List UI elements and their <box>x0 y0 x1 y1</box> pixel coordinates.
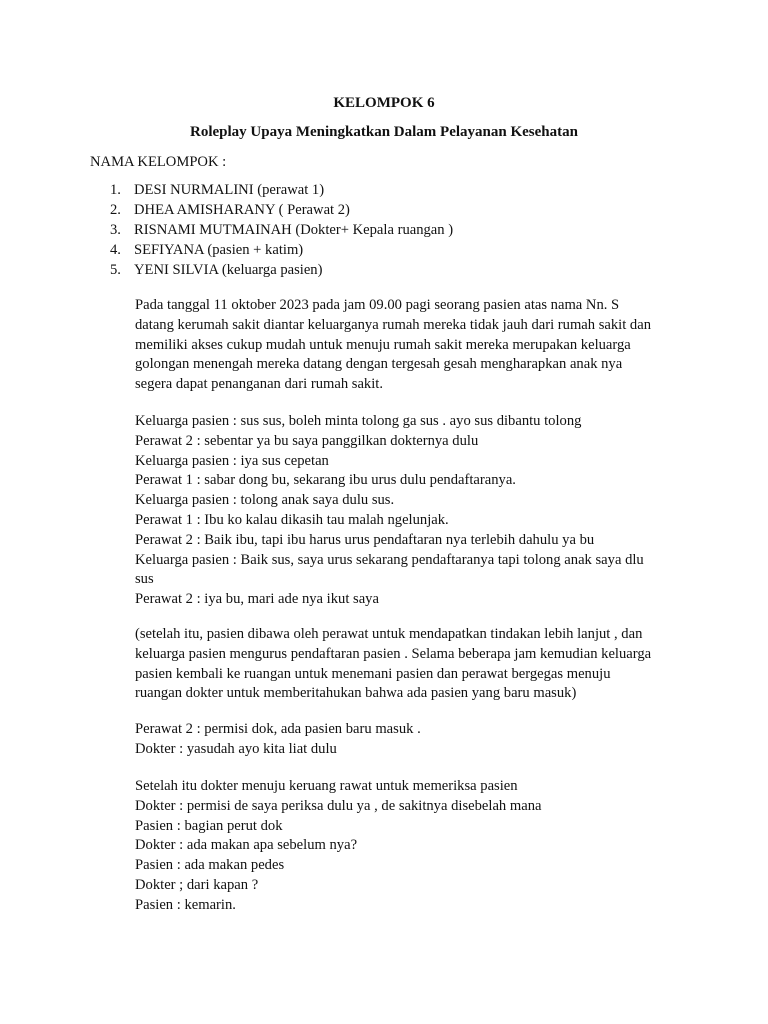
text-line: pasien kembali ke ruangan untuk menemani pasien dan perawat bergegas menuju <box>135 665 611 682</box>
member-item: 2. DHEA AMISHARANY ( Perawat 2) <box>110 202 350 218</box>
dialog-line: Pasien : kemarin. <box>135 896 236 913</box>
dialog-line: Perawat 2 : iya bu, mari ade nya ikut saya <box>135 591 379 608</box>
dialog-line: Perawat 2 : sebentar ya bu saya panggilkan dokternya dulu <box>135 432 479 449</box>
narration-paragraph <box>135 625 695 704</box>
dialog-line: Dokter : permisi de saya periksa dulu ya , de sakitnya disebelah mana <box>135 797 542 814</box>
member-item: 1. DESI NURMALINI (perawat 1) <box>110 182 325 198</box>
dialog-line: Keluarga pasien : sus sus, boleh minta tolong ga sus . ayo sus dibantu tolong <box>135 413 582 429</box>
dialog-line: Perawat 1 : Ibu ko kalau dikasih tau malah ngelunjak. <box>135 511 449 528</box>
member-item: 3. RISNAMI MUTMAINAH (Dokter+ Kepala ruangan ) <box>110 222 454 238</box>
dialog-line: Perawat 2 : Baik ibu, tapi ibu harus urus pendaftaran nya terlebih dahulu ya bu <box>135 531 595 548</box>
text-line: segera dapat penanganan dari rumah sakit. <box>135 376 383 393</box>
member-list <box>110 180 453 280</box>
dialog-line: Dokter ; dari kapan ? <box>135 876 259 893</box>
dialog-line: Perawat 1 : sabar dong bu, sekarang ibu urus dulu pendaftaranya. <box>135 472 516 489</box>
text-line: golongan menengah mereka datang dengan tergesah gesah mengharapkan anak nya <box>135 356 623 373</box>
dialog-section-3 <box>135 777 695 916</box>
dialog-line: Perawat 2 : permisi dok, ada pasien baru masuk . <box>135 721 421 737</box>
document-title: KELOMPOK 6 <box>333 95 435 111</box>
dialog-line: Pasien : ada makan pedes <box>135 857 285 874</box>
document-subtitle: Roleplay Upaya Meningkatkan Dalam Pelayanan Kesehatan <box>190 124 578 140</box>
dialog-section-2 <box>135 720 695 760</box>
group-label: NAMA KELOMPOK : <box>90 154 227 170</box>
member-item: 5. YENI SILVIA (keluarga pasien) <box>110 262 323 278</box>
member-item: 4. SEFIYANA (pasien + katim) <box>110 242 304 258</box>
text-line: Pada tanggal 11 oktober 2023 pada jam 09.00 pagi seorang pasien atas nama Nn. S <box>135 297 620 313</box>
dialog-line: Setelah itu dokter menuju keruang rawat untuk memeriksa pasien <box>135 778 518 794</box>
dialog-line: Dokter : ada makan apa sebelum nya? <box>135 837 358 854</box>
text-line: (setelah itu, pasien dibawa oleh perawat untuk mendapatkan tindakan lebih lanjut , dan <box>135 626 643 642</box>
text-line: ruangan dokter untuk memberitahukan bahwa ada pasien yang baru masuk) <box>135 685 577 702</box>
dialog-line: Dokter : yasudah ayo kita liat dulu <box>135 740 337 757</box>
dialog-line: sus <box>135 571 154 588</box>
text-line: datang kerumah sakit diantar keluarganya rumah mereka tidak jauh dari rumah sakit dan <box>135 316 651 333</box>
dialog-line: Keluarga pasien : Baik sus, saya urus sekarang pendaftaranya tapi tolong anak saya dlu <box>135 551 644 568</box>
dialog-line: Keluarga pasien : iya sus cepetan <box>135 452 329 469</box>
intro-paragraph <box>135 296 695 395</box>
dialog-line: Pasien : bagian perut dok <box>135 817 283 834</box>
dialog-section-1 <box>135 412 695 610</box>
text-line: keluarga pasien mengurus pendaftaran pasien . Selama beberapa jam kemudian keluarga <box>135 645 652 662</box>
dialog-line: Keluarga pasien : tolong anak saya dulu sus. <box>135 492 395 509</box>
text-line: memiliki akses cukup mudah untuk menuju rumah sakit mereka merupakan keluarga <box>135 336 631 353</box>
